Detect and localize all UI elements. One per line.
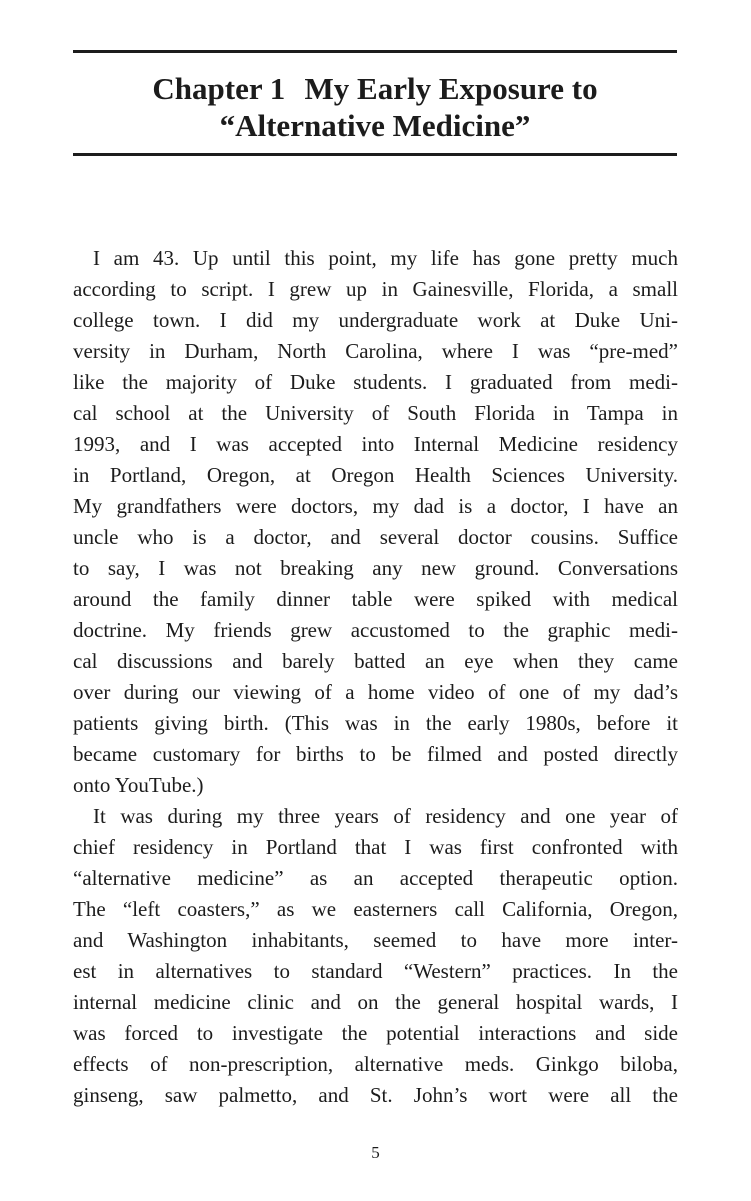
text-line: cal school at the University of South Florida in Tampa in: [73, 401, 678, 425]
text-line: college town. I did my undergraduate work at Duke Uni-: [73, 308, 678, 332]
text-line: became customary for births to be filmed and posted directly: [73, 742, 678, 766]
text-line: according to script. I grew up in Gainesville, Florida, a small: [73, 277, 678, 301]
text-line: effects of non-prescription, alternative meds. Ginkgo biloba,: [73, 1052, 678, 1076]
text-line: est in alternatives to standard “Western” practices. In the: [73, 959, 678, 983]
chapter-title-line1: My Early Exposure to: [304, 71, 598, 106]
text-line: onto YouTube.): [73, 773, 204, 797]
header-bottom-rule: [73, 153, 677, 156]
text-line: uncle who is a doctor, and several doctor cousins. Suffice: [73, 525, 678, 549]
chapter-title-line2: “Alternative Medicine”: [219, 108, 531, 143]
text-line: doctrine. My friends grew accustomed to the graphic medi-: [73, 618, 678, 642]
text-line: in Portland, Oregon, at Oregon Health Sciences University.: [73, 463, 678, 487]
text-line: chief residency in Portland that I was first confronted with: [73, 835, 678, 859]
text-line: 1993, and I was accepted into Internal Medicine residency: [73, 432, 678, 456]
text-line: The “left coasters,” as we easterners call California, Oregon,: [73, 897, 678, 921]
text-line: cal discussions and barely batted an eye when they came: [73, 649, 678, 673]
text-line: I am 43. Up until this point, my life has gone pretty much: [93, 246, 678, 270]
text-line: versity in Durham, North Carolina, where I was “pre-med”: [73, 339, 678, 363]
text-line: and Washington inhabitants, seemed to have more inter-: [73, 928, 678, 952]
text-line: to say, I was not breaking any new ground. Conversations: [73, 556, 678, 580]
text-line: internal medicine clinic and on the general hospital wards, I: [73, 990, 678, 1014]
text-line: patients giving birth. (This was in the early 1980s, before it: [73, 711, 678, 735]
page-number: 5: [371, 1143, 380, 1162]
text-line: It was during my three years of residency and one year of: [93, 804, 678, 828]
text-line: over during our viewing of a home video of one of my dad’s: [73, 680, 678, 704]
text-line: around the family dinner table were spiked with medical: [73, 587, 678, 611]
text-line: like the majority of Duke students. I graduated from medi-: [73, 370, 678, 394]
chapter-number-label: Chapter 1: [152, 71, 286, 106]
text-line: ginseng, saw palmetto, and St. John’s wort were all the: [73, 1083, 678, 1107]
chapter-title: [73, 70, 677, 144]
text-line: My grandfathers were doctors, my dad is a doctor, I have an: [73, 494, 678, 518]
text-line: “alternative medicine” as an accepted therapeutic option.: [73, 866, 678, 890]
text-line: was forced to investigate the potential interactions and side: [73, 1021, 678, 1045]
body-text: [73, 243, 678, 1111]
header-top-rule: [73, 50, 677, 53]
